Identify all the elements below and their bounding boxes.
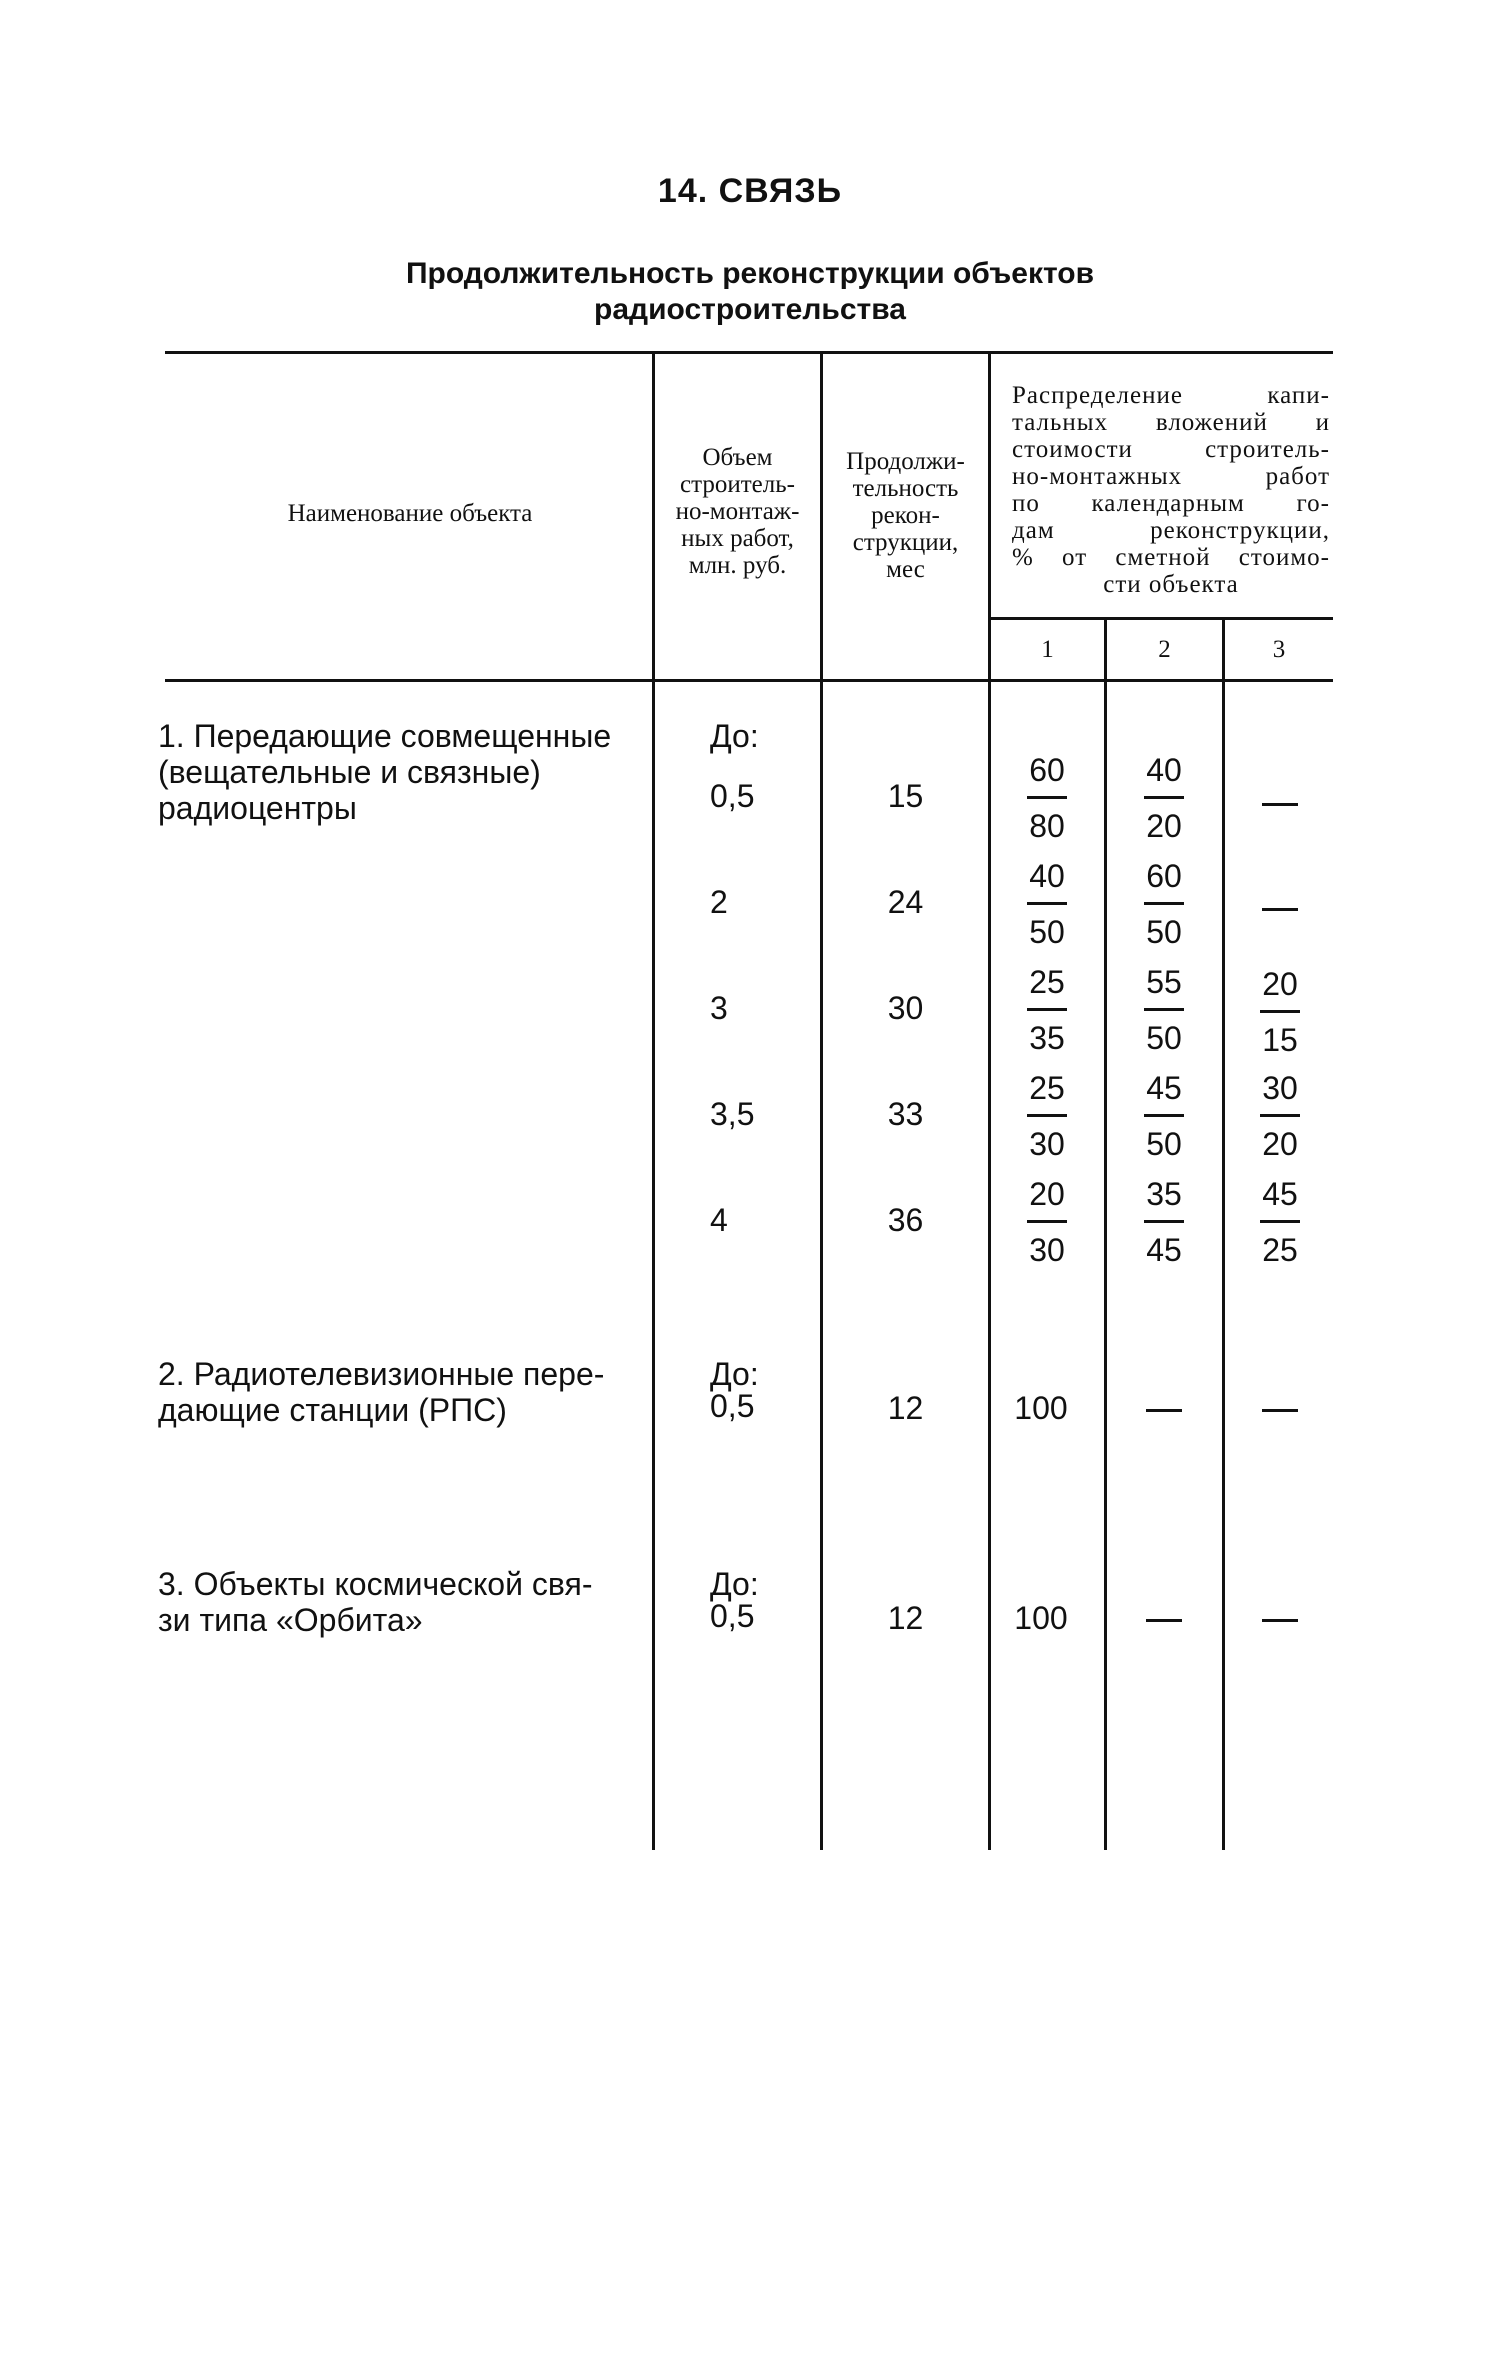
column-divider-5 bbox=[1222, 619, 1225, 1850]
row-3-year-3 bbox=[1240, 1600, 1320, 1637]
row-3-volume: 0,5 bbox=[710, 1598, 755, 1634]
row-2-volume: 0,5 bbox=[710, 1388, 755, 1424]
row-2-name: 2. Радиотелевизионные пере- дающие станции (РПС) bbox=[158, 1356, 605, 1428]
row-1-2-year-3 bbox=[1240, 889, 1320, 926]
header-name: Наименование объекта bbox=[287, 500, 533, 527]
row-1-2-volume: 2 bbox=[710, 884, 728, 920]
row-1-name: 1. Передающие совмещенные (вещательные и связные) радиоцентры bbox=[158, 718, 612, 826]
row-1-2-year-1: 40 50 bbox=[1007, 858, 1087, 950]
row-1-4-year-2: 45 50 bbox=[1124, 1070, 1204, 1162]
row-2-year-2 bbox=[1124, 1390, 1204, 1427]
header-duration: Продолжи- тельность рекон- струкции, мес bbox=[846, 448, 965, 583]
row-1-1-year-1: 60 80 bbox=[1007, 752, 1087, 844]
section-title: 14. СВЯЗЬ bbox=[657, 172, 843, 210]
header-year-2: 2 bbox=[1158, 636, 1171, 663]
row-1-4-year-3: 30 20 bbox=[1240, 1070, 1320, 1162]
header-year-1: 1 bbox=[1041, 636, 1054, 663]
column-divider-4 bbox=[1104, 619, 1107, 1850]
row-1-5-year-2: 35 45 bbox=[1124, 1176, 1204, 1268]
row-1-3-year-3: 20 15 bbox=[1240, 966, 1320, 1058]
row-1-3-year-1: 25 35 bbox=[1007, 964, 1087, 1056]
row-2-year-1: 100 bbox=[1014, 1390, 1068, 1426]
row-1-4-volume: 3,5 bbox=[710, 1096, 755, 1132]
row-2-duration: 12 bbox=[887, 1390, 924, 1426]
row-2-prefix: До: bbox=[710, 1356, 759, 1392]
row-1-prefix: До: bbox=[710, 718, 759, 754]
row-1-5-year-3: 45 25 bbox=[1240, 1176, 1320, 1268]
row-1-5-year-1: 20 30 bbox=[1007, 1176, 1087, 1268]
row-3-year-2 bbox=[1124, 1600, 1204, 1637]
row-3-name: 3. Объекты космической свя- зи типа «Орбита» bbox=[158, 1566, 593, 1638]
row-1-2-year-2: 60 50 bbox=[1124, 858, 1204, 950]
row-1-3-duration: 30 bbox=[887, 990, 924, 1026]
row-1-1-duration: 15 bbox=[887, 778, 924, 814]
table-title-line-2: радиостроительства bbox=[594, 293, 906, 326]
row-1-3-volume: 3 bbox=[710, 990, 728, 1026]
row-3-year-1: 100 bbox=[1014, 1600, 1068, 1636]
table-top-rule bbox=[165, 351, 1333, 354]
row-1-4-duration: 33 bbox=[887, 1096, 924, 1132]
row-1-1-volume: 0,5 bbox=[710, 778, 755, 814]
table-title bbox=[0, 256, 1500, 328]
year-header-rule bbox=[990, 617, 1333, 620]
header-volume: Объем строитель- но-монтаж- ных работ, млн. руб. bbox=[675, 444, 800, 579]
header-year-3: 3 bbox=[1272, 636, 1286, 663]
table-title-line-1: Продолжительность реконструкции объектов bbox=[405, 257, 1095, 290]
header-distribution: Распределение капи- тальных вложений и стоимости строитель- но-монтажных работ по календарным го- дам реконструкции, % от сметной стоимо- сти объекта bbox=[1012, 382, 1330, 598]
row-1-1-year-3 bbox=[1240, 784, 1320, 821]
row-1-2-duration: 24 bbox=[887, 884, 924, 920]
row-3-duration: 12 bbox=[887, 1600, 924, 1636]
header-bottom-rule bbox=[165, 679, 1333, 682]
row-1-1-year-2: 40 20 bbox=[1124, 752, 1204, 844]
row-2-year-3 bbox=[1240, 1390, 1320, 1427]
row-1-4-year-1: 25 30 bbox=[1007, 1070, 1087, 1162]
row-3-prefix: До: bbox=[710, 1566, 759, 1602]
row-1-5-duration: 36 bbox=[887, 1202, 924, 1238]
row-1-5-volume: 4 bbox=[710, 1202, 728, 1238]
row-1-3-year-2: 55 50 bbox=[1124, 964, 1204, 1056]
